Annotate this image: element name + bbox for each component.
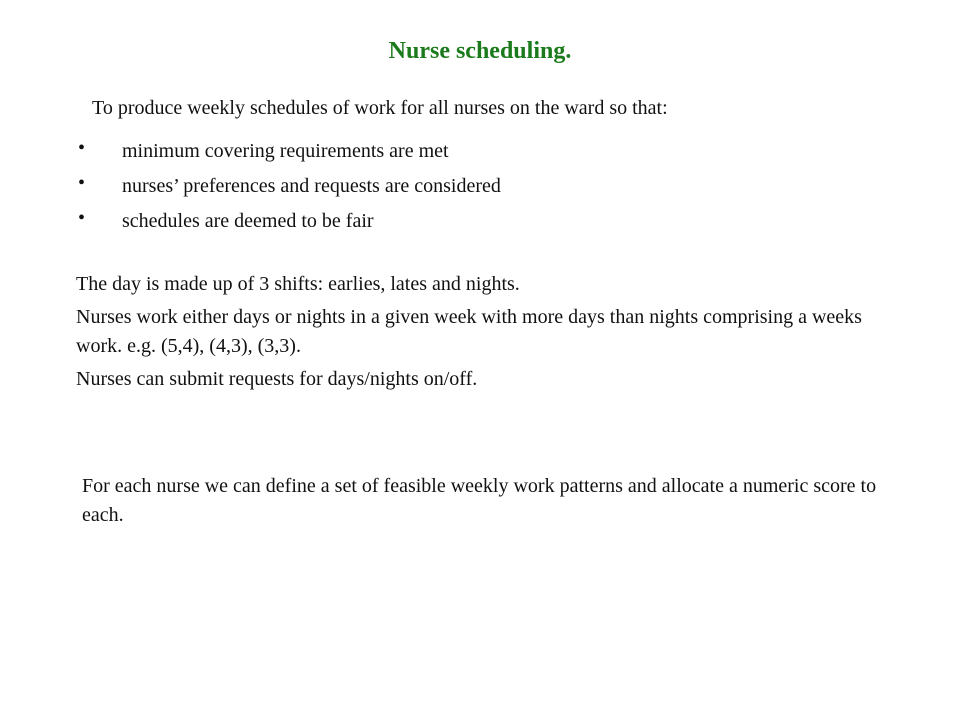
closing-text: For each nurse we can define a set of feasible weekly work patterns and allocate a numeric score to each. [82,475,877,526]
bullet-icon: • [78,172,86,194]
bullet-text: minimum covering requirements are met [122,140,449,162]
intro-text: To produce weekly schedules of work for all nurses on the ward so that: [92,97,668,119]
bullet-icon: • [78,207,86,229]
bullet-text: nurses’ preferences and requests are considered [122,175,501,197]
bullet-icon: • [78,137,86,159]
slide-title: Nurse scheduling. [388,38,572,64]
paragraph-work-pattern: Nurses work either days or nights in a given week with more days than nights comprising a weeks work. e.g. (5,4), (4,3), (3,3). [76,306,862,357]
closing-paragraph [82,472,902,530]
bullet-text: schedules are deemed to be fair [122,210,374,232]
paragraph-requests: Nurses can submit requests for days/nights on/off. [76,368,478,390]
shift-description [76,270,876,398]
paragraph-shifts: The day is made up of 3 shifts: earlies, lates and nights. [76,273,520,295]
